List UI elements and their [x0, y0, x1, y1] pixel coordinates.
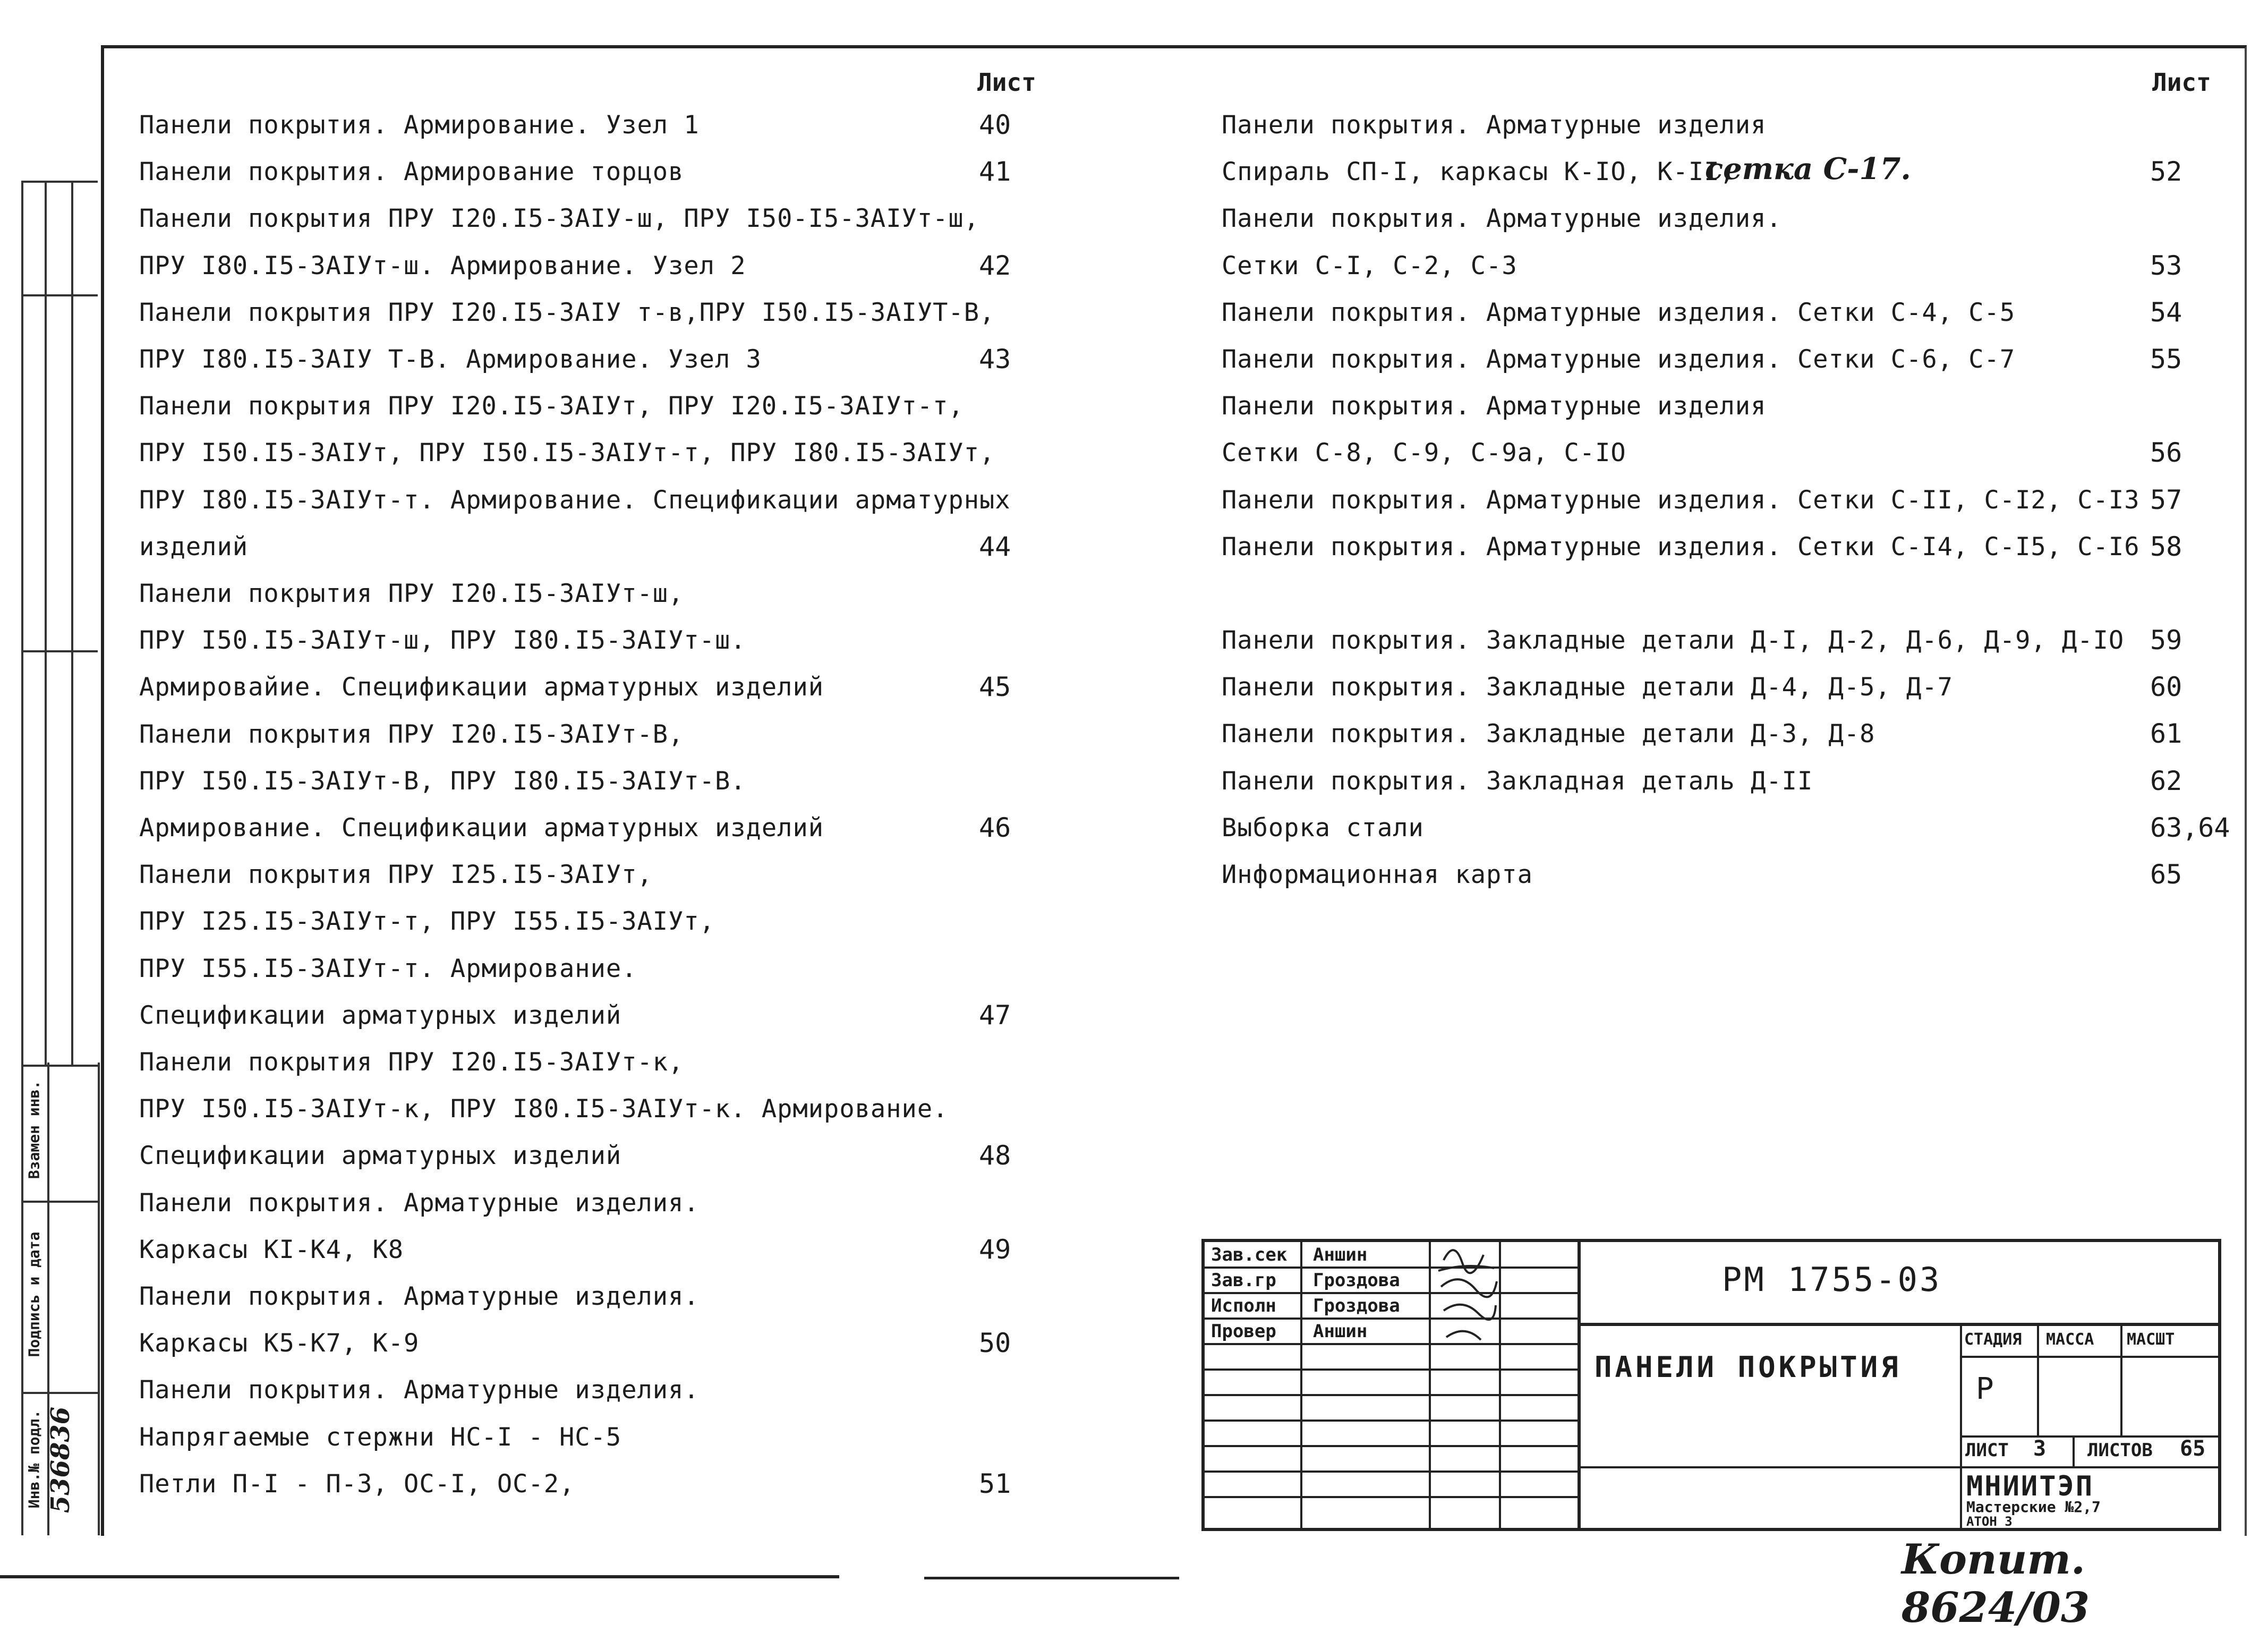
inv-label: Инв.№ подл.	[25, 1409, 43, 1509]
left-entry-text: Спецификации арматурных изделий	[139, 1141, 622, 1171]
left-entry-text: ПРУ I25.I5-3АIУт-т, ПРУ I55.I5-3АIУт,	[139, 907, 715, 937]
left-entry-text: Панели покрытия ПРУ I20.I5-3АIУт-ш,	[139, 579, 684, 608]
right-entry-page: 62	[2150, 765, 2182, 796]
left-entry-page: 45	[979, 672, 1011, 703]
right-sheet-header: Лист	[2152, 68, 2211, 97]
left-entry-text: Панели покрытия. Арматурные изделия.	[139, 1282, 700, 1311]
left-entry-text: Каркасы К5-К7, К-9	[139, 1329, 420, 1358]
right-entry-text: Панели покрытия. Арматурные изделия. Сетки С-II, С-I2, С-I3	[1222, 485, 2140, 515]
right-entry-text: Спираль СП-I, каркасы К-IО, К-II,	[1222, 157, 1735, 187]
name-zavgr: Гроздова	[1313, 1270, 1400, 1291]
left-entry-text: ПРУ I50.I5-3АIУт, ПРУ I50.I5-3АIУт-т, ПРУ I80.I5-3АIУт,	[139, 438, 995, 468]
sheets-label: ЛИСТОВ	[2087, 1440, 2153, 1461]
right-entry-page: 59	[2150, 625, 2182, 656]
right-entry-text: Панели покрытия. Закладные детали Д-3, Д-8	[1222, 719, 1875, 749]
right-entry-page: 56	[2150, 437, 2182, 469]
left-entry-text: Панели покрытия. Арматурные изделия.	[139, 1375, 700, 1405]
left-entry-text: ПРУ I80.I5-3АIУт-ш. Армирование. Узел 2	[139, 251, 746, 280]
right-entry-text: Панели покрытия. Арматурные изделия. Сетки С-6, С-7	[1222, 345, 2016, 374]
doc-number: РМ 1755-03	[1722, 1260, 1942, 1299]
role-prover: Провер	[1211, 1321, 1276, 1342]
left-entry-text: Панели покрытия ПРУ I20.I5-3АIУ т-в,ПРУ I50.I5-3АIУТ-В,	[139, 298, 995, 327]
right-entry-text: Сетки С-8, С-9, С-9а, С-IО	[1222, 438, 1626, 468]
org-name: МНИИТЭП	[1966, 1470, 2094, 1502]
left-entry-page: 42	[979, 250, 1011, 281]
side-stamp-lower	[21, 1062, 100, 1535]
inv-number: 536836	[46, 1406, 75, 1514]
name-ispoln: Гроздова	[1313, 1295, 1400, 1316]
right-entry-page: 60	[2150, 672, 2182, 703]
right-entry-text: Панели покрытия. Арматурные изделия. Сетки С-I4, С-I5, С-I6	[1222, 532, 2140, 562]
left-entry-text: Панели покрытия. Арматурные изделия.	[139, 1188, 700, 1218]
title-block	[1201, 1239, 2221, 1531]
right-entry-page: 65	[2150, 859, 2182, 890]
right-entry-text: Выборка стали	[1222, 813, 1424, 843]
role-ispoln: Исполн	[1211, 1295, 1276, 1316]
left-entry-text: Панели покрытия ПРУ I20.I5-3АIУт-В,	[139, 719, 684, 749]
right-entry-text: Панели покрытия. Арматурные изделия.	[1222, 204, 1782, 234]
name-zavsek: Аншин	[1313, 1244, 1368, 1265]
left-entry-text: Каркасы КI-К4, К8	[139, 1235, 404, 1264]
mass-label: МАССА	[2046, 1330, 2094, 1349]
right-entry-page: 53	[2150, 250, 2182, 281]
left-sheet-header: Лист	[977, 68, 1036, 97]
stage-value: Р	[1976, 1372, 1994, 1406]
left-entry-page: 47	[979, 999, 1011, 1031]
right-entry-text: Панели покрытия. Закладная деталь Д-II	[1222, 766, 1813, 796]
right-entry-page: 55	[2150, 344, 2182, 375]
left-entry-page: 44	[979, 531, 1011, 562]
doc-title: ПАНЕЛИ ПОКРЫТИЯ	[1595, 1350, 1902, 1384]
bottom-rule-mid	[924, 1577, 1179, 1579]
right-entry-page: 54	[2150, 296, 2182, 328]
signatures	[1433, 1239, 1502, 1345]
left-entry-page: 50	[979, 1328, 1011, 1359]
right-entry-text: Панели покрытия. Закладные детали Д-I, Д-2, Д-6, Д-9, Д-IО	[1222, 626, 2125, 655]
left-entry-text: Армировайие. Спецификации арматурных изделий	[139, 673, 824, 702]
org-workshop: Мастерские №2,7	[1966, 1498, 2101, 1516]
sheet-label: ЛИСТ	[1965, 1440, 2009, 1461]
right-entry-text: Панели покрытия. Арматурные изделия. Сетки С-4, С-5	[1222, 298, 2016, 327]
left-entry-text: Панели покрытия. Армирование. Узел 1	[139, 110, 700, 140]
left-entry-text: Напрягаемые стержни НС-I - НС-5	[139, 1422, 622, 1452]
left-entry-text: ПРУ I50.I5-3АIУт-ш, ПРУ I80.I5-3АIУт-ш.	[139, 626, 746, 656]
left-entry-text: Панели покрытия. Армирование торцов	[139, 157, 684, 187]
right-entry-page: 52	[2150, 156, 2182, 188]
right-entry-text: Панели покрытия. Арматурные изделия	[1222, 110, 1767, 140]
right-entry-page: 58	[2150, 531, 2182, 562]
left-entry-text: Спецификации арматурных изделий	[139, 1000, 622, 1030]
left-entry-text: Панели покрытия ПРУ I20.I5-3АIУт, ПРУ I20.I5-3АIУт-т,	[139, 392, 964, 421]
role-zavgr: Зав.гр	[1211, 1270, 1276, 1291]
left-entry-page: 40	[979, 109, 1011, 140]
scale-label: МАСШТ	[2127, 1330, 2175, 1349]
left-entry-text: ПРУ I80.I5-3АIУ Т-В. Армирование. Узел 3	[139, 345, 762, 374]
left-entry-text: Панели покрытия ПРУ I25.I5-3АIУт,	[139, 860, 653, 890]
left-entry-text: ПРУ I50.I5-3АIУт-В, ПРУ I80.I5-3АIУт-В.	[139, 766, 746, 796]
left-entry-text: изделий	[139, 532, 249, 562]
sheet-value: 3	[2033, 1436, 2047, 1461]
left-entry-page: 49	[979, 1234, 1011, 1265]
right-entry-text: Информационная карта	[1222, 860, 1533, 889]
right-entry-page: 63,64	[2150, 812, 2230, 843]
right-entry-text: Панели покрытия. Закладные детали Д-4, Д-5, Д-7	[1222, 673, 1953, 702]
left-entry-text: Панели покрытия ПРУ I20.I5-3АIУ-ш, ПРУ I50-I5-3АIУт-ш,	[139, 204, 980, 234]
replace-label: Взамен инв.	[25, 1080, 43, 1179]
right-entry-text: Панели покрытия. Арматурные изделия	[1222, 392, 1767, 421]
copy-note: Копит. 8624/03	[1902, 1535, 2090, 1632]
left-entry-page: 48	[979, 1140, 1011, 1171]
left-entry-page: 41	[979, 156, 1011, 188]
org-unit: АТОН 3	[1966, 1514, 2013, 1529]
left-entry-text: ПРУ I50.I5-3АIУт-к, ПРУ I80.I5-3АIУт-к. Армирование.	[139, 1094, 949, 1124]
right-entry-page: 57	[2150, 484, 2182, 515]
left-entry-page: 46	[979, 812, 1011, 843]
right-entry-text: Сетки С-I, С-2, С-3	[1222, 251, 1517, 280]
left-entry-text: Армирование. Спецификации арматурных изделий	[139, 813, 824, 843]
handwritten-addition: сетка С-17.	[1705, 151, 1911, 186]
side-stamp-grid	[21, 181, 98, 1065]
sign-label: Подпись и дата	[25, 1231, 43, 1357]
left-entry-text: ПРУ I80.I5-3АIУт-т. Армирование. Спецификации арматурных	[139, 485, 1011, 515]
sheets-value: 65	[2180, 1436, 2206, 1461]
left-entry-text: Панели покрытия ПРУ I20.I5-3АIУт-к,	[139, 1048, 684, 1077]
left-entry-text: ПРУ I55.I5-3АIУт-т. Армирование.	[139, 954, 637, 983]
left-entry-text: Петли П-I - П-3, ОС-I, ОС-2,	[139, 1469, 575, 1499]
name-prover: Аншин	[1313, 1321, 1368, 1342]
left-entry-page: 51	[979, 1468, 1011, 1499]
side-stamp	[21, 181, 101, 1541]
right-entry-page: 61	[2150, 718, 2182, 750]
role-zavsek: Зав.сек	[1211, 1244, 1288, 1265]
stage-label: СТАДИЯ	[1964, 1330, 2022, 1349]
bottom-rule-left	[0, 1575, 839, 1578]
left-entry-page: 43	[979, 344, 1011, 375]
